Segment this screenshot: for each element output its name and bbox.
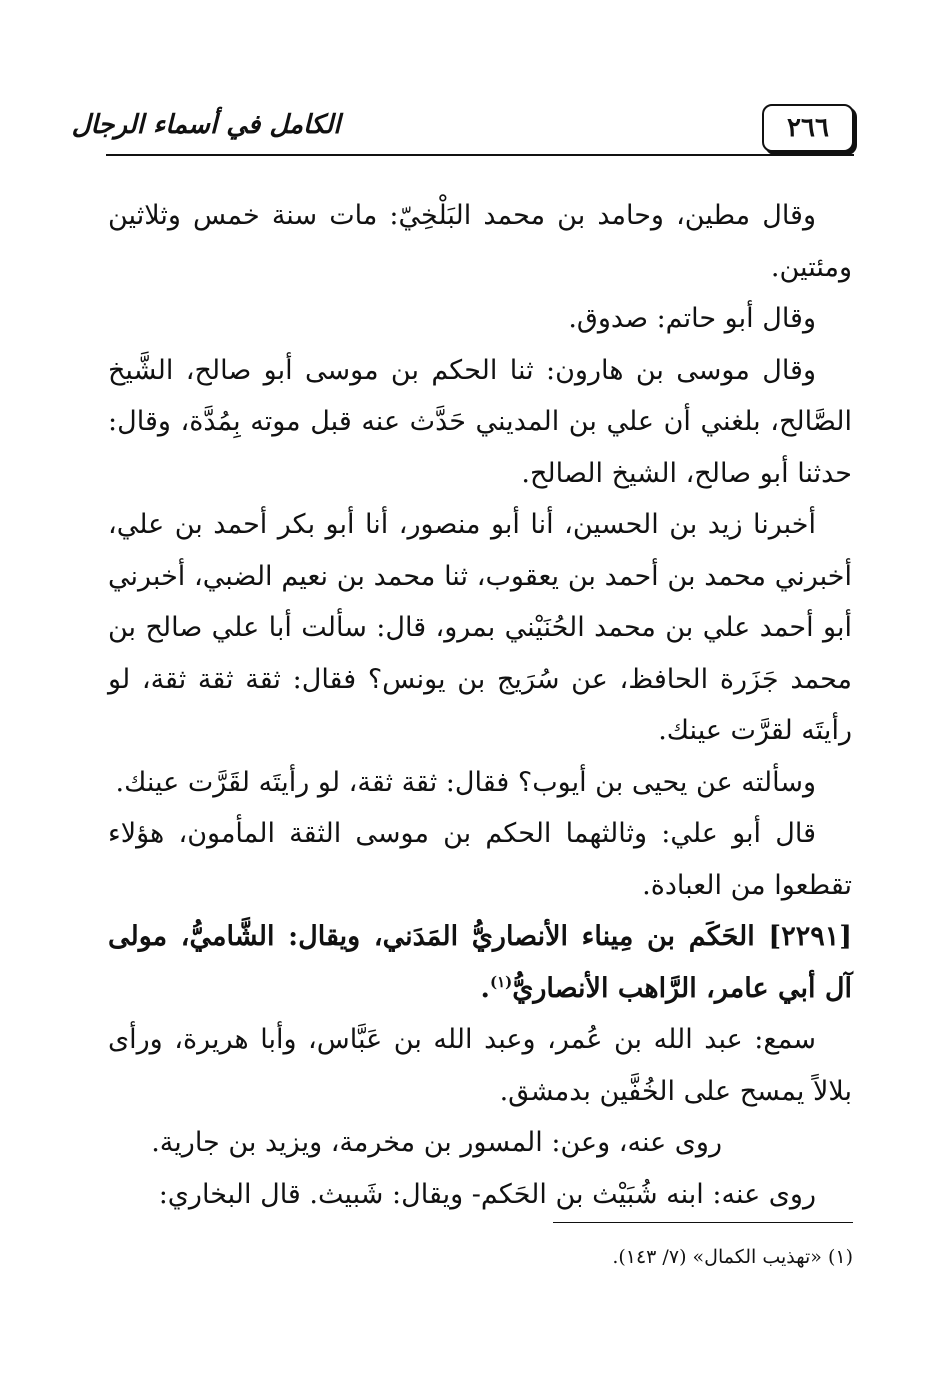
book-title-calligraphy: الكامل في أسماء الرجال	[71, 110, 341, 140]
main-text	[108, 190, 852, 1220]
paragraph: روى عنه، وعن: المسور بن مخرمة، ويزيد بن جارية.	[151, 1127, 722, 1158]
paragraph: وقال مطين، وحامد بن محمد البَلْخِيّ: مات سنة خمس وثلاثين ومئتين.	[108, 200, 852, 283]
entry-heading-text: [٢٢٩١] الحَكَم بن مِيناء الأنصاريُّ المَدَني، ويقال: الشَّاميُّ، مولى آل أبي عامر، الرَّاهب الأنصاريُّ	[108, 921, 852, 1004]
header-rule	[106, 154, 854, 156]
footnote: (١) «تهذيب الكمال» (٧/ ١٤٣).	[612, 1246, 853, 1268]
page-header	[71, 96, 854, 158]
footnote-ref: (١)	[489, 972, 513, 991]
paragraph: وقال موسى بن هارون: ثنا الحكم بن موسى أبو صالح، الشَّيخ الصَّالح، بلغني أن علي بن المديني حَدَّث عنه قبل موته بِمُدَّة، وقال: حدثنا أبو صالح، الشيخ الصالح.	[108, 354, 852, 489]
paragraph: قال أبو علي: وثالثهما الحكم بن موسى الثقة المأمون، هؤلاء تقطعوا من العبادة.	[108, 818, 852, 901]
page-number: ٢٦٦	[762, 104, 854, 152]
paragraph: روى عنه: ابنه شُبَيْث بن الحَكم- ويقال: شَبيث. قال البخاري:	[158, 1178, 816, 1210]
paragraph: أخبرنا زيد بن الحسين، أنا أبو منصور، أنا أبو بكر أحمد بن علي، أخبرني محمد بن أحمد بن يعقوب، ثنا محمد بن نعيم الضبي، أخبرني أبو أحمد علي بن محمد الحُنَيْني بمرو، قال: سألت أبا علي صالح بن محمد جَزَرة الحافظ، عن سُرَيج بن يونس؟ فقال: ثقة ثقة ثقة، لو رأيتَه لقرَّت عينك.	[108, 509, 852, 746]
footnote-rule	[553, 1222, 853, 1223]
paragraph: وقال أبو حاتم: صدوق.	[568, 303, 816, 334]
paragraph: سمع: عبد الله بن عُمر، وعبد الله بن عَبَّاس، وأبا هريرة، ورأى بلالاً يمسح على الخُفَّين بدمشق.	[108, 1024, 852, 1107]
paragraph: وسألته عن يحيى بن أيوب؟ فقال: ثقة ثقة، لو رأيتَه لقَرَّت عينك.	[115, 766, 816, 798]
entry-heading	[108, 911, 852, 1014]
entry-heading-end: .	[480, 972, 490, 1004]
